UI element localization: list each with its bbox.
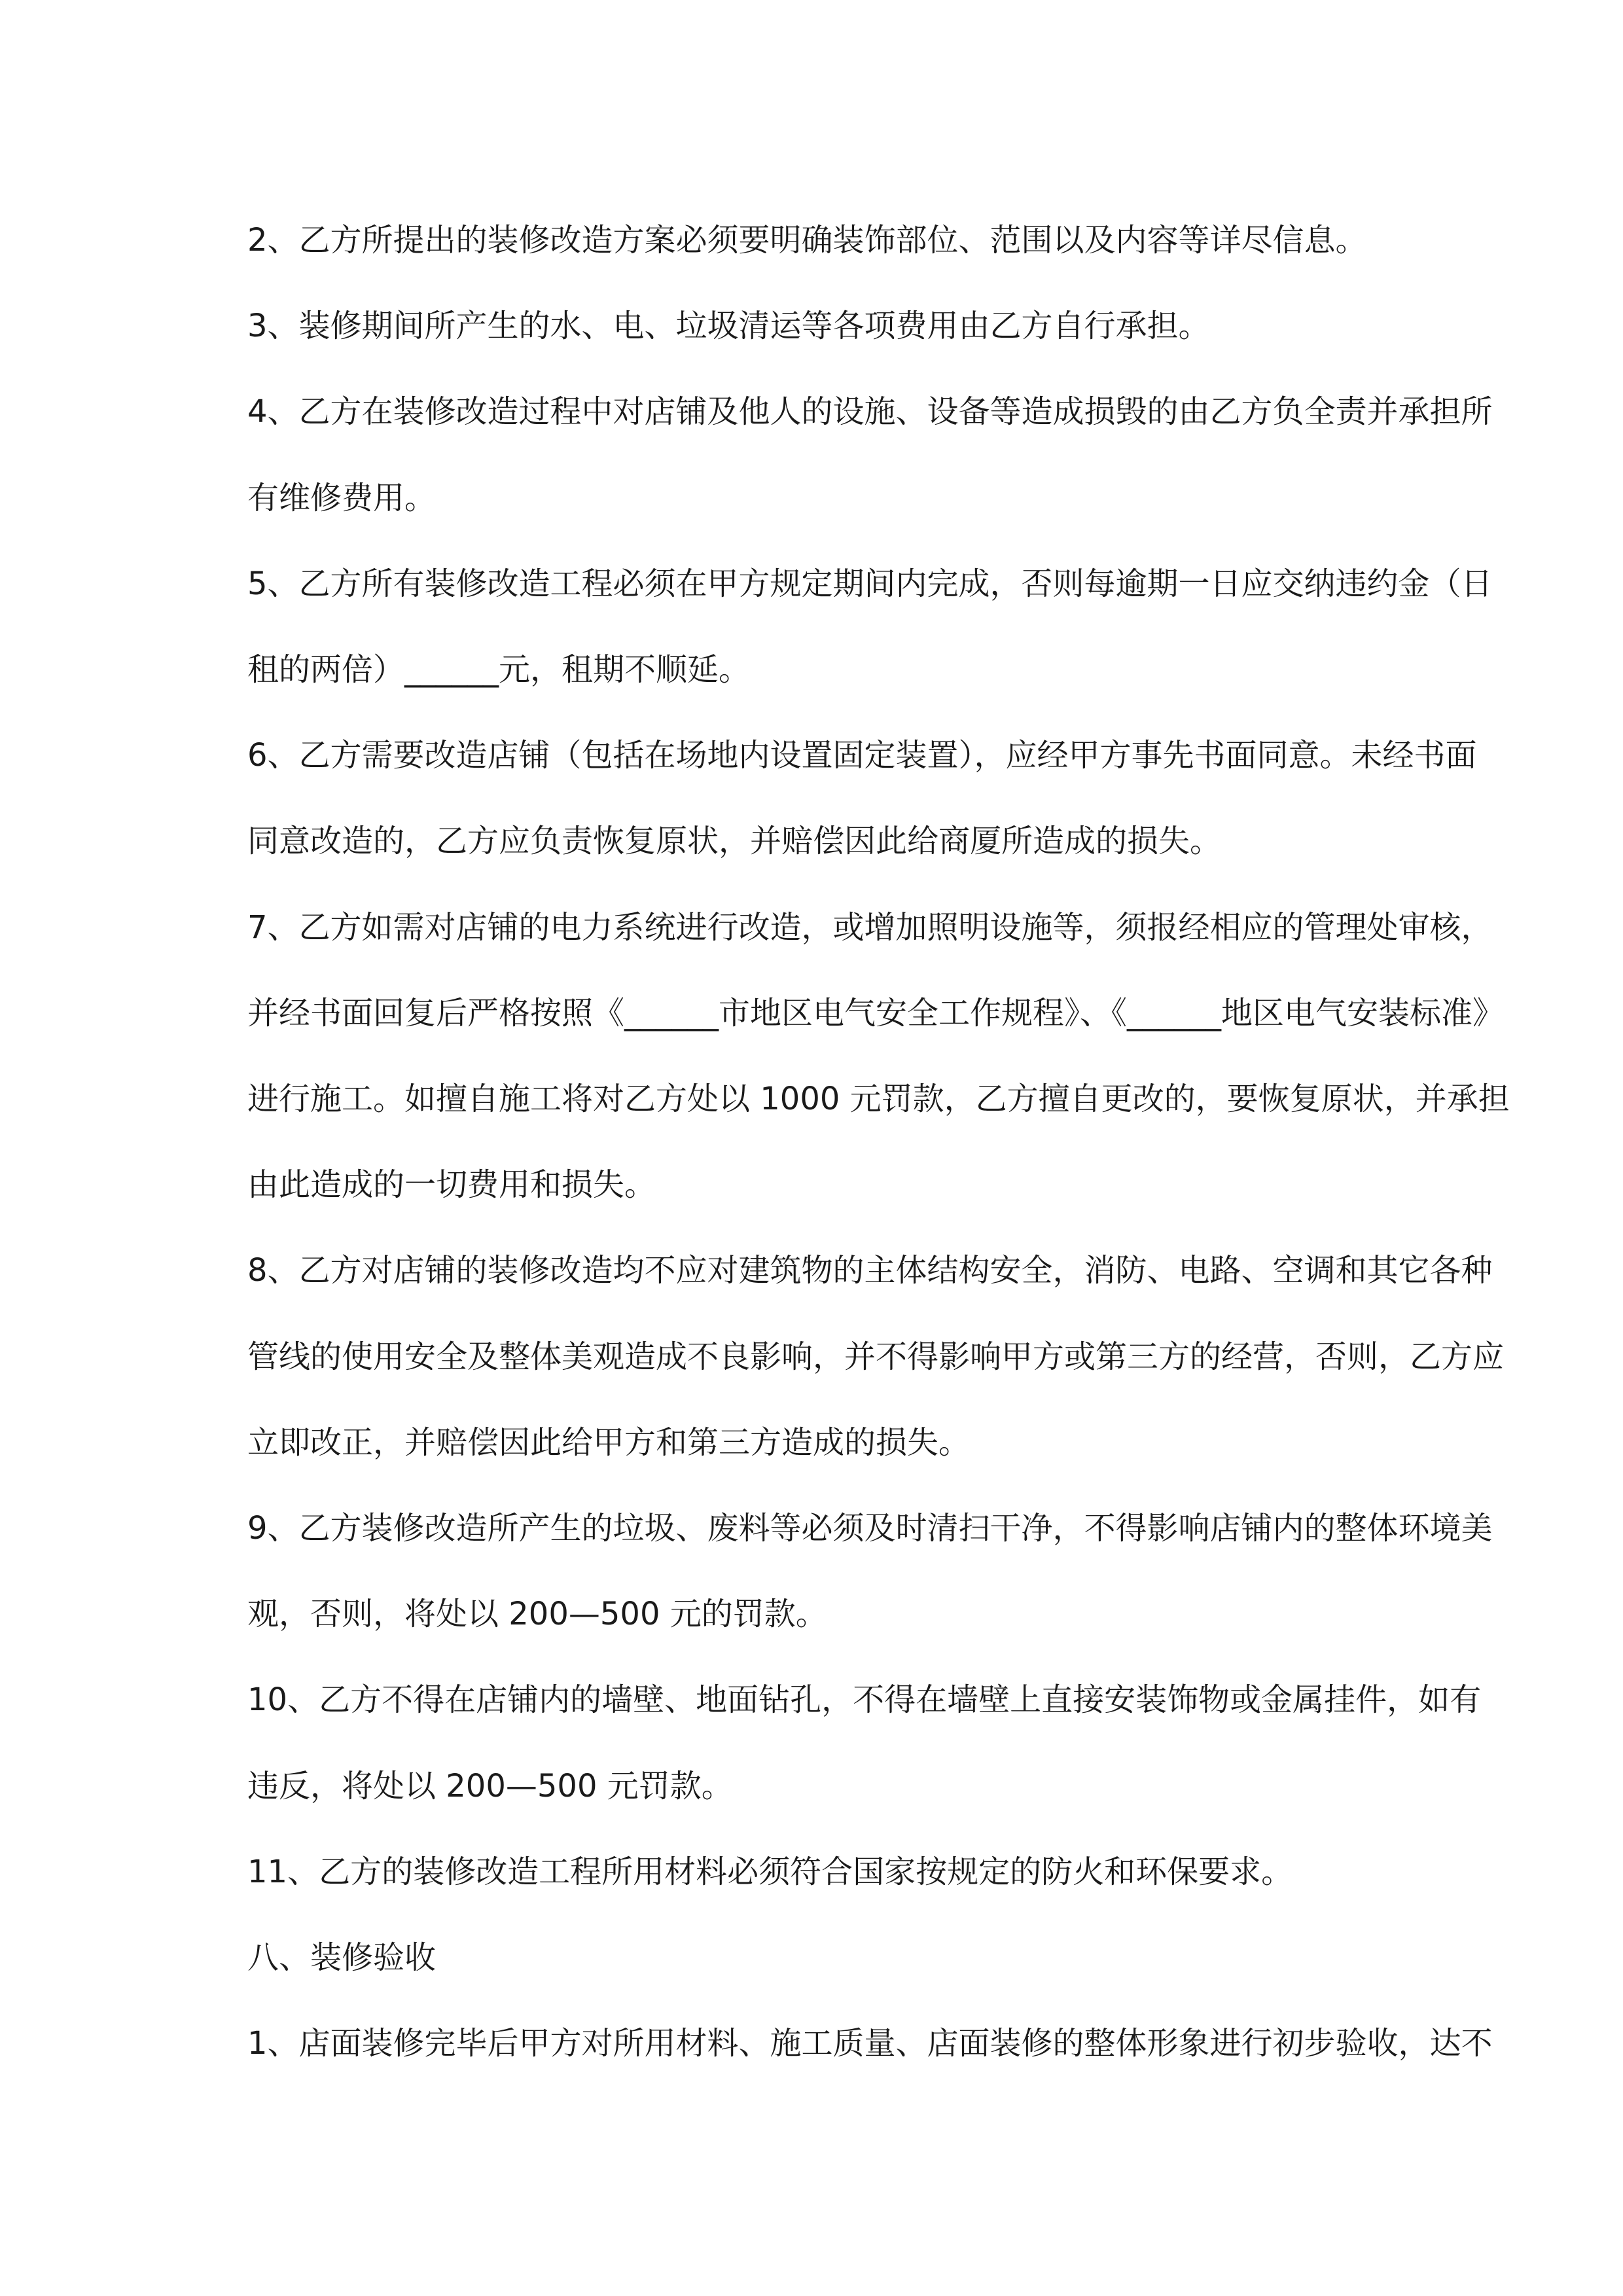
document-text-line: 10、乙方不得在店铺内的墙壁、地面钻孔，不得在墙壁上直接安装饰物或金属挂件，如有: [247, 1681, 1482, 1719]
document-text-line: 八、装修验收: [247, 1939, 437, 1976]
document-text-line: 有维修费用。: [247, 479, 437, 516]
document-text-line: 租的两倍）______元，租期不顺延。: [247, 651, 751, 688]
document-text-line: 观，否则，将处以 200—500 元的罚款。: [247, 1596, 827, 1633]
document-text-line: 管线的使用安全及整体美观造成不良影响，并不得影响甲方或第三方的经营，否则，乙方应: [247, 1338, 1505, 1375]
document-text-line: 并经书面回复后严格按照《______市地区电气安全工作规程》、《______地区电气安装标准》: [247, 994, 1505, 1031]
document-text-line: 3、装修期间所产生的水、电、垃圾清运等各项费用由乙方自行承担。: [247, 308, 1210, 345]
document-text-line: 由此造成的一切费用和损失。: [247, 1166, 656, 1204]
document-text-line: 1、店面装修完毕后甲方对所用材料、施工质量、店面装修的整体形象进行初步验收，达不: [247, 2025, 1493, 2062]
document-text-line: 7、乙方如需对店铺的电力系统进行改造，或增加照明设施等，须报经相应的管理处审核，: [247, 908, 1493, 946]
document-text-line: 同意改造的，乙方应负责恢复原状，并赔偿因此给商厦所造成的损失。: [247, 823, 1222, 860]
document-text-line: 违反，将处以 200—500 元罚款。: [247, 1767, 733, 1804]
document-text-line: 4、乙方在装修改造过程中对店铺及他人的设施、设备等造成损毁的由乙方负全责并承担所: [247, 393, 1493, 431]
document-text-line: 2、乙方所提出的装修改造方案必须要明确装饰部位、范围以及内容等详尽信息。: [247, 222, 1367, 259]
document-text-line: 8、乙方对店铺的装修改造均不应对建筑物的主体结构安全，消防、电路、空调和其它各种: [247, 1252, 1493, 1289]
document-text-line: 5、乙方所有装修改造工程必须在甲方规定期间内完成，否则每逾期一日应交纳违约金（日: [247, 565, 1493, 602]
document-text-line: 11、乙方的装修改造工程所用材料必须符合国家按规定的防火和环保要求。: [247, 1853, 1293, 1890]
document-text-line: 6、乙方需要改造店铺（包括在场地内设置固定装置），应经甲方事先书面同意。未经书面: [247, 737, 1477, 774]
document-text-line: 进行施工。如擅自施工将对乙方处以 1000 元罚款，乙方擅自更改的，要恢复原状，并承担: [247, 1081, 1510, 1117]
document-text-line: 立即改正，并赔偿因此给甲方和第三方造成的损失。: [247, 1424, 971, 1461]
document-text-line: 9、乙方装修改造所产生的垃圾、废料等必须及时清扫干净，不得影响店铺内的整体环境美: [247, 1510, 1493, 1547]
